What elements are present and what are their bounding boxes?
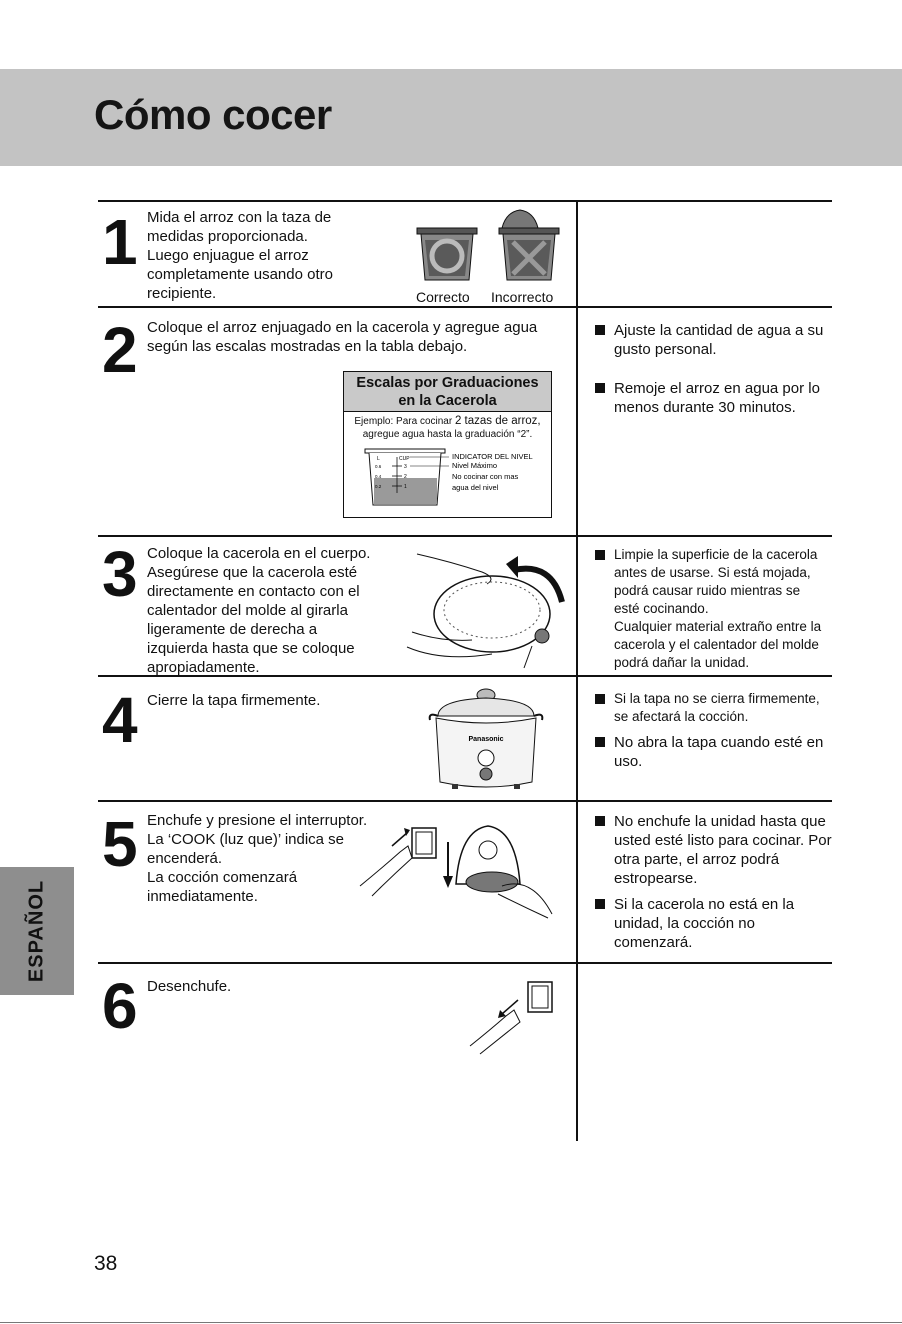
scale-title-line: Escalas por Graduaciones [356,375,539,391]
step-3-line: Asegúrese que la cacerola esté [147,564,358,581]
pot-insert-illustration [402,542,572,670]
note-line: podrá causar ruido mientras se [614,583,801,598]
note-line: antes de usarse. Si está mojada, [614,565,811,580]
column-divider [576,200,578,1141]
scale-label: INDICATOR DEL NIVEL [452,452,533,461]
step-2-note [595,379,830,417]
step-3-line: Coloque la cacerola en el cuerpo. [147,545,371,562]
step-3-line: apropiadamente. [147,659,260,676]
scale-label: No cocinar con mas [452,472,519,481]
row-divider-4 [98,800,832,802]
step-1-line: recipiente. [147,285,217,302]
note-text: Remoje el arroz en agua por lo menos durante 30 minutos. [614,380,820,416]
row-divider-top [98,200,832,202]
step-5-text [147,811,367,906]
step-4-note [595,690,835,726]
language-tab [0,867,74,995]
step-5-line: Enchufe y presione el interruptor. [147,812,368,829]
plug-and-switch-illustration [352,806,562,922]
step-1-line: medidas proporcionada. [147,228,308,245]
page-header [0,69,902,166]
measuring-cup-illustration [410,206,570,286]
note-text: Ajuste la cantidad de agua a su gusto personal. [614,322,824,358]
step-6-number: 6 [102,970,138,1042]
correct-caption: Correcto [416,289,470,305]
scale-cup-mark: 2 [404,474,407,480]
step-3-number: 3 [102,538,138,610]
step-5-note [595,812,835,888]
step-2-note [595,321,830,359]
row-divider-1 [98,306,832,308]
row-divider-2 [98,535,832,537]
note-line: Cualquier material extraño entre la [614,619,822,634]
note-line: Limpie la superficie de la cacerola [614,547,818,562]
row-divider-5 [98,962,832,964]
step-3-line: ligeramente de derecha a [147,621,318,638]
bullet-icon [595,325,605,335]
incorrect-caption: Incorrecto [491,289,554,305]
bullet-icon [595,899,605,909]
step-5-number: 5 [102,808,138,880]
step-3-note [595,546,845,672]
language-tab-label: ESPAÑOL [25,879,48,983]
bullet-icon [595,816,605,826]
scale-liter-mark: 0.4 [375,474,382,479]
scale-example-text: agregue agua hasta la graduación “2”. [362,429,533,440]
step-1-number: 1 [102,206,138,278]
step-3-text [147,544,370,677]
bullet-icon [595,550,605,560]
bullet-icon [595,737,605,747]
scale-example-text: 2 tazas de arroz, [454,415,541,427]
scale-title-line: en la Cacerola [398,393,497,409]
step-2-line: Coloque el arroz enjuagado en la cacerola y agregue agua [147,319,538,336]
note-line: esté cocinando. [614,601,709,616]
bottom-rule [0,1322,902,1323]
bullet-icon [595,383,605,393]
note-line: podrá dañar la unidad. [614,655,750,670]
scale-label: agua del nivel [452,483,499,492]
scale-label: Nivel Máximo [452,461,498,470]
page-title: Cómo cocer [94,91,332,138]
bullet-icon [595,694,605,704]
scale-label-CUP: CUP [399,456,410,462]
note-text: No abra la tapa cuando esté en uso. [614,734,824,770]
unplug-illustration [466,976,558,1056]
step-5-line: inmediatamente. [147,888,258,905]
step-1-line: Luego enjuague el arroz [147,247,309,264]
step-1-line: completamente usando otro [147,266,333,283]
step-4-line: Cierre la tapa firmemente. [147,692,321,709]
step-4-text [147,691,320,710]
step-5-line: encenderá. [147,850,223,867]
step-5-note [595,895,820,952]
scale-example [344,415,551,441]
brand-logo: Panasonic [468,736,504,743]
step-1-line: Mida el arroz con la taza de [147,209,332,226]
scale-table [343,371,552,518]
page-number: 38 [94,1252,118,1275]
scale-table-title [344,372,551,412]
step-3-line: calentador del molde al girarla [147,602,348,619]
step-2-text [147,318,537,356]
scale-liter-mark: 0.2 [375,484,382,489]
step-6-text [147,977,231,996]
step-3-line: directamente en contacto con el [147,583,360,600]
note-text: No enchufe la unidad hasta que usted esté listo para cocinar. Por otra parte, el arroz podrá estropearse. [614,813,832,887]
step-5-line: La cocción comenzará [147,869,298,886]
note-line: cacerola y el calentador del molde [614,637,819,652]
pot-scale-diagram [344,445,549,515]
scale-example-text: Ejemplo: Para cocinar [354,416,453,427]
rice-cooker-illustration [428,682,554,794]
step-5-line: La ‘COOK (luz que)’ indica se [147,831,345,848]
step-1-text [147,208,333,303]
step-2-number: 2 [102,314,138,386]
scale-cup-mark: 3 [404,464,407,470]
step-3-line: izquierda hasta que se coloque [147,640,355,657]
step-6-line: Desenchufe. [147,978,232,995]
step-4-note [595,733,830,771]
scale-label-L: L [377,456,380,462]
step-2-line: según las escalas mostradas en la tabla debajo. [147,338,468,355]
scale-liter-mark: 0.6 [375,464,382,469]
note-text: Si la cacerola no está en la unidad, la cocción no comenzará. [614,896,795,951]
step-4-number: 4 [102,684,138,756]
note-text: Si la tapa no se cierra firmemente, se afectará la cocción. [614,691,820,724]
scale-cup-mark: 1 [404,484,407,490]
